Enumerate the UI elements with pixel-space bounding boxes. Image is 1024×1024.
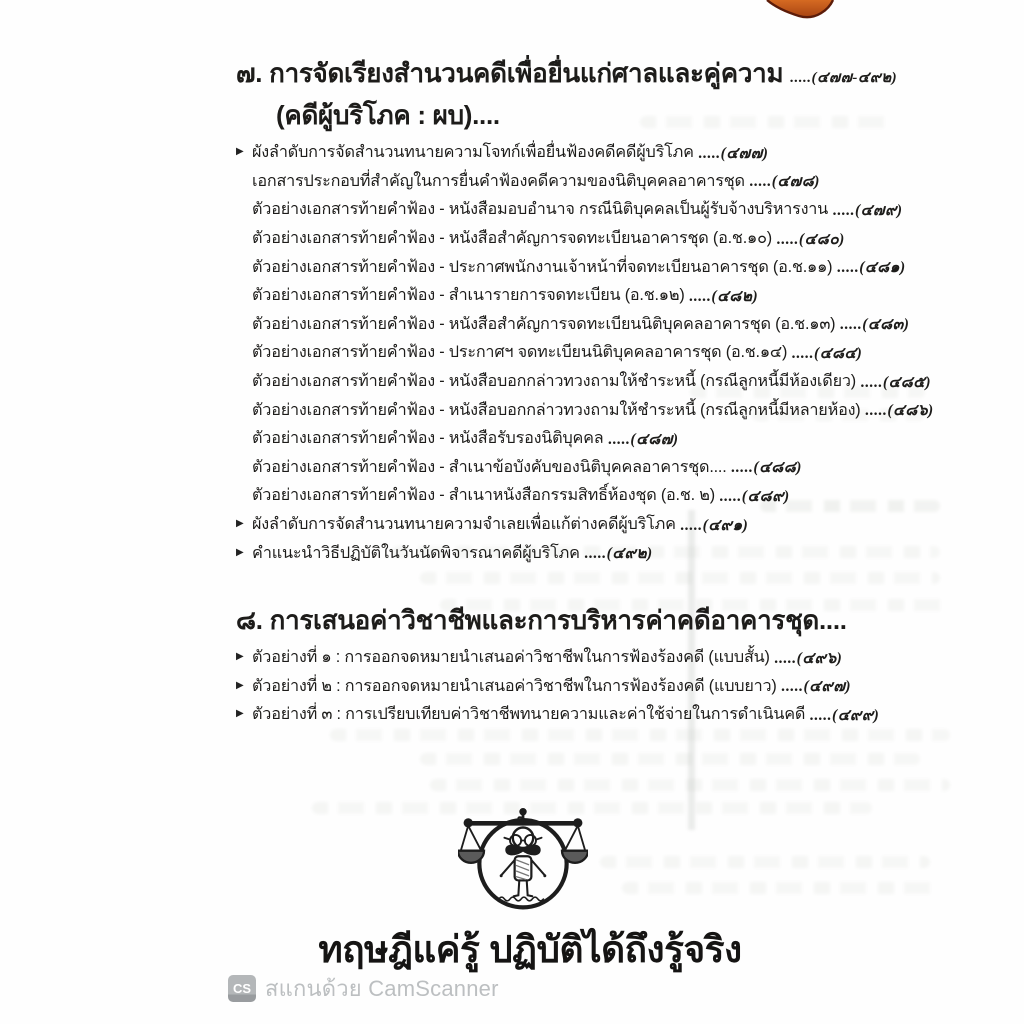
toc-item-page: .....(๔๘๒) <box>689 287 759 305</box>
toc-item <box>236 510 896 539</box>
toc-item-text: คำแนะนำวิธีปฏิบัติในวันนัดพิจารณาคดีผู้บริโภค <box>252 543 580 562</box>
section7-heading <box>236 55 896 97</box>
toc-item-page: .....(๔๘๖) <box>865 402 934 420</box>
toc-item <box>236 195 903 224</box>
bleedthrough-smudge <box>330 729 950 741</box>
toc-item-text: ตัวอย่างเอกสารท้ายคำฟ้อง - หนังสือสำคัญการจดทะเบียนนิติบุคคลอาคารชุด (อ.ช.๑๓) <box>252 314 836 333</box>
toc-item-text: ผังลำดับการจัดสำนวนทนายความโจทก์เพื่อยื่นฟ้องคดีคดีผู้บริโภค <box>252 143 694 162</box>
toc-item <box>236 224 896 253</box>
toc-item-text: ตัวอย่างที่ ๑ : การออกจดหมายนำเสนอค่าวิชาชีพในการฟ้องร้องคดี (แบบสั้น) <box>252 648 770 667</box>
toc-item-text: ตัวอย่างเอกสารท้ายคำฟ้อง - หนังสือบอกกล่าวทวงถามให้ชำระหนี้ (กรณีลูกหนี้มีหลายห้อง) <box>252 400 861 419</box>
toc-item-text: เอกสารประกอบที่สำคัญในการยื่นคำฟ้องคดีความของนิติบุคคลอาคารชุด <box>252 171 745 190</box>
book-cover-corner <box>740 0 840 40</box>
toc-item <box>236 281 896 310</box>
triangle-bullet-icon: ▶ <box>236 651 244 663</box>
toc-item-page: .....(๔๙๒) <box>584 545 653 563</box>
toc-item-text: ตัวอย่างเอกสารท้ายคำฟ้อง - ประกาศฯ จดทะเบียนนิติบุคคลอาคารชุด (อ.ช.๑๔) <box>252 343 788 362</box>
toc-item-text: ตัวอย่างเอกสารท้ายคำฟ้อง - หนังสือสำคัญการจดทะเบียนอาคารชุด (อ.ช.๑๐) <box>252 229 772 248</box>
toc-item-text: ตัวอย่างเอกสารท้ายคำฟ้อง - สำเนาหนังสือกรรมสิทธิ์ห้องชุด (อ.ช. ๒) <box>252 486 715 505</box>
section8-heading <box>236 602 896 639</box>
toc-item-text: ตัวอย่างที่ ๓ : การเปรียบเทียบค่าวิชาชีพทนายความและค่าใช้จ่ายในการดำเนินคดี <box>252 705 806 724</box>
bleedthrough-smudge <box>420 572 940 584</box>
toc-item-page: .....(๔๘๕) <box>860 373 932 391</box>
toc-item <box>236 700 896 729</box>
bleedthrough-smudge <box>622 882 940 894</box>
toc-item <box>236 367 932 396</box>
bleedthrough-smudge <box>600 856 930 868</box>
bleedthrough-smudge <box>420 753 920 765</box>
toc-item-page: .....(๔๘๙) <box>719 487 790 505</box>
toc-item <box>236 424 896 453</box>
toc-item-text: ตัวอย่างเอกสารท้ายคำฟ้อง - ประกาศพนักงานเจ้าหน้าที่จดทะเบียนอาคารชุด (อ.ช.๑๑) <box>252 257 833 276</box>
toc-item-text: ผังลำดับการจัดสำนวนทนายความจำเลยเพื่อแก้ต่างคดีผู้บริโภค <box>252 515 676 534</box>
toc-item-page: .....(๔๘๗) <box>608 430 679 448</box>
triangle-bullet-icon: ▶ <box>236 546 244 558</box>
toc-item <box>236 395 934 424</box>
toc-item-page: .....(๔๗๘) <box>749 173 820 191</box>
toc-item-text: ตัวอย่างที่ ๒ : การออกจดหมายนำเสนอค่าวิชาชีพในการฟ้องร้องคดี (แบบยาว) <box>252 676 777 695</box>
toc-item-text: ตัวอย่างเอกสารท้ายคำฟ้อง - หนังสือบอกกล่าวทวงถามให้ชำระหนี้ (กรณีลูกหนี้มีห้องเดียว) <box>252 372 856 391</box>
toc-item-text: ตัวอย่างเอกสารท้ายคำฟ้อง - หนังสือมอบอำนาจ กรณีนิติบุคคลเป็นผู้รับจ้างบริหารงาน <box>252 200 829 219</box>
camscanner-badge-icon: CS <box>228 975 256 1002</box>
triangle-bullet-icon: ▶ <box>236 679 244 691</box>
section7-title: การจัดเรียงสำนวนคดีเพื่อยื่นแก่ศาลและคู่ความ <box>269 58 784 88</box>
toc-item <box>236 338 896 367</box>
triangle-bullet-icon: ▶ <box>236 146 244 158</box>
toc-item-page: .....(๔๘๓) <box>840 316 910 334</box>
toc-item-page: .....(๔๘๑) <box>837 259 906 277</box>
bleedthrough-smudge <box>430 779 950 791</box>
toc-item-page: .....(๔๙๑) <box>680 516 749 534</box>
toc-item-page: .....(๔๘๐) <box>776 230 845 248</box>
section8-number: ๘. <box>236 605 263 635</box>
section7-page-range: .....(๔๗๗-๔๙๒) <box>790 70 898 86</box>
toc-item-page: .....(๔๗๙) <box>833 201 903 219</box>
section8-title: การเสนอค่าวิชาชีพและการบริหารค่าคดีอาคารชุด.... <box>269 605 847 635</box>
toc-item <box>236 672 896 701</box>
toc-item-page: .....(๔๘๔) <box>792 344 863 362</box>
toc-item <box>236 138 896 167</box>
toc-item <box>236 538 896 567</box>
toc-item-page: .....(๔๘๘) <box>731 459 802 477</box>
toc-item-page: .....(๔๗๗) <box>698 144 769 162</box>
section7-number: ๗. <box>236 58 263 88</box>
toc-section-7 <box>236 55 934 567</box>
toc-item <box>236 453 896 482</box>
section8-item-list <box>236 643 896 729</box>
scales-lawyer-logo-icon <box>458 804 588 916</box>
toc-item <box>236 252 906 281</box>
triangle-bullet-icon: ▶ <box>236 518 244 530</box>
section7-item-list <box>236 138 934 567</box>
triangle-bullet-icon: ▶ <box>236 708 244 720</box>
toc-item-page: .....(๔๙๗) <box>781 678 852 696</box>
toc-section-8 <box>236 602 896 729</box>
toc-item <box>236 481 896 510</box>
toc-item <box>236 167 896 196</box>
toc-item <box>236 643 896 672</box>
bleedthrough-smudge <box>312 802 872 814</box>
section7-subtitle: (คดีผู้บริโภค : ผบ).... <box>276 100 500 130</box>
camscanner-text: สแกนด้วย CamScanner <box>265 976 499 1001</box>
toc-item-text: ตัวอย่างเอกสารท้ายคำฟ้อง - หนังสือรับรองนิติบุคคล <box>252 429 604 448</box>
camscanner-watermark <box>228 971 499 1006</box>
toc-item-page: .....(๔๙๖) <box>774 649 843 667</box>
toc-item-text: ตัวอย่างเอกสารท้ายคำฟ้อง - สำเนาข้อบังคับของนิติบุคคลอาคารชุด.... <box>252 457 727 476</box>
toc-item-text: ตัวอย่างเอกสารท้ายคำฟ้อง - สำเนารายการจดทะเบียน (อ.ช.๑๒) <box>252 286 685 305</box>
book-slogan: ทฤษฎีแค่รู้ ปฏิบัติได้ถึงรู้จริง <box>318 929 742 970</box>
toc-item-page: .....(๔๙๙) <box>810 706 880 724</box>
toc-item <box>236 310 910 339</box>
